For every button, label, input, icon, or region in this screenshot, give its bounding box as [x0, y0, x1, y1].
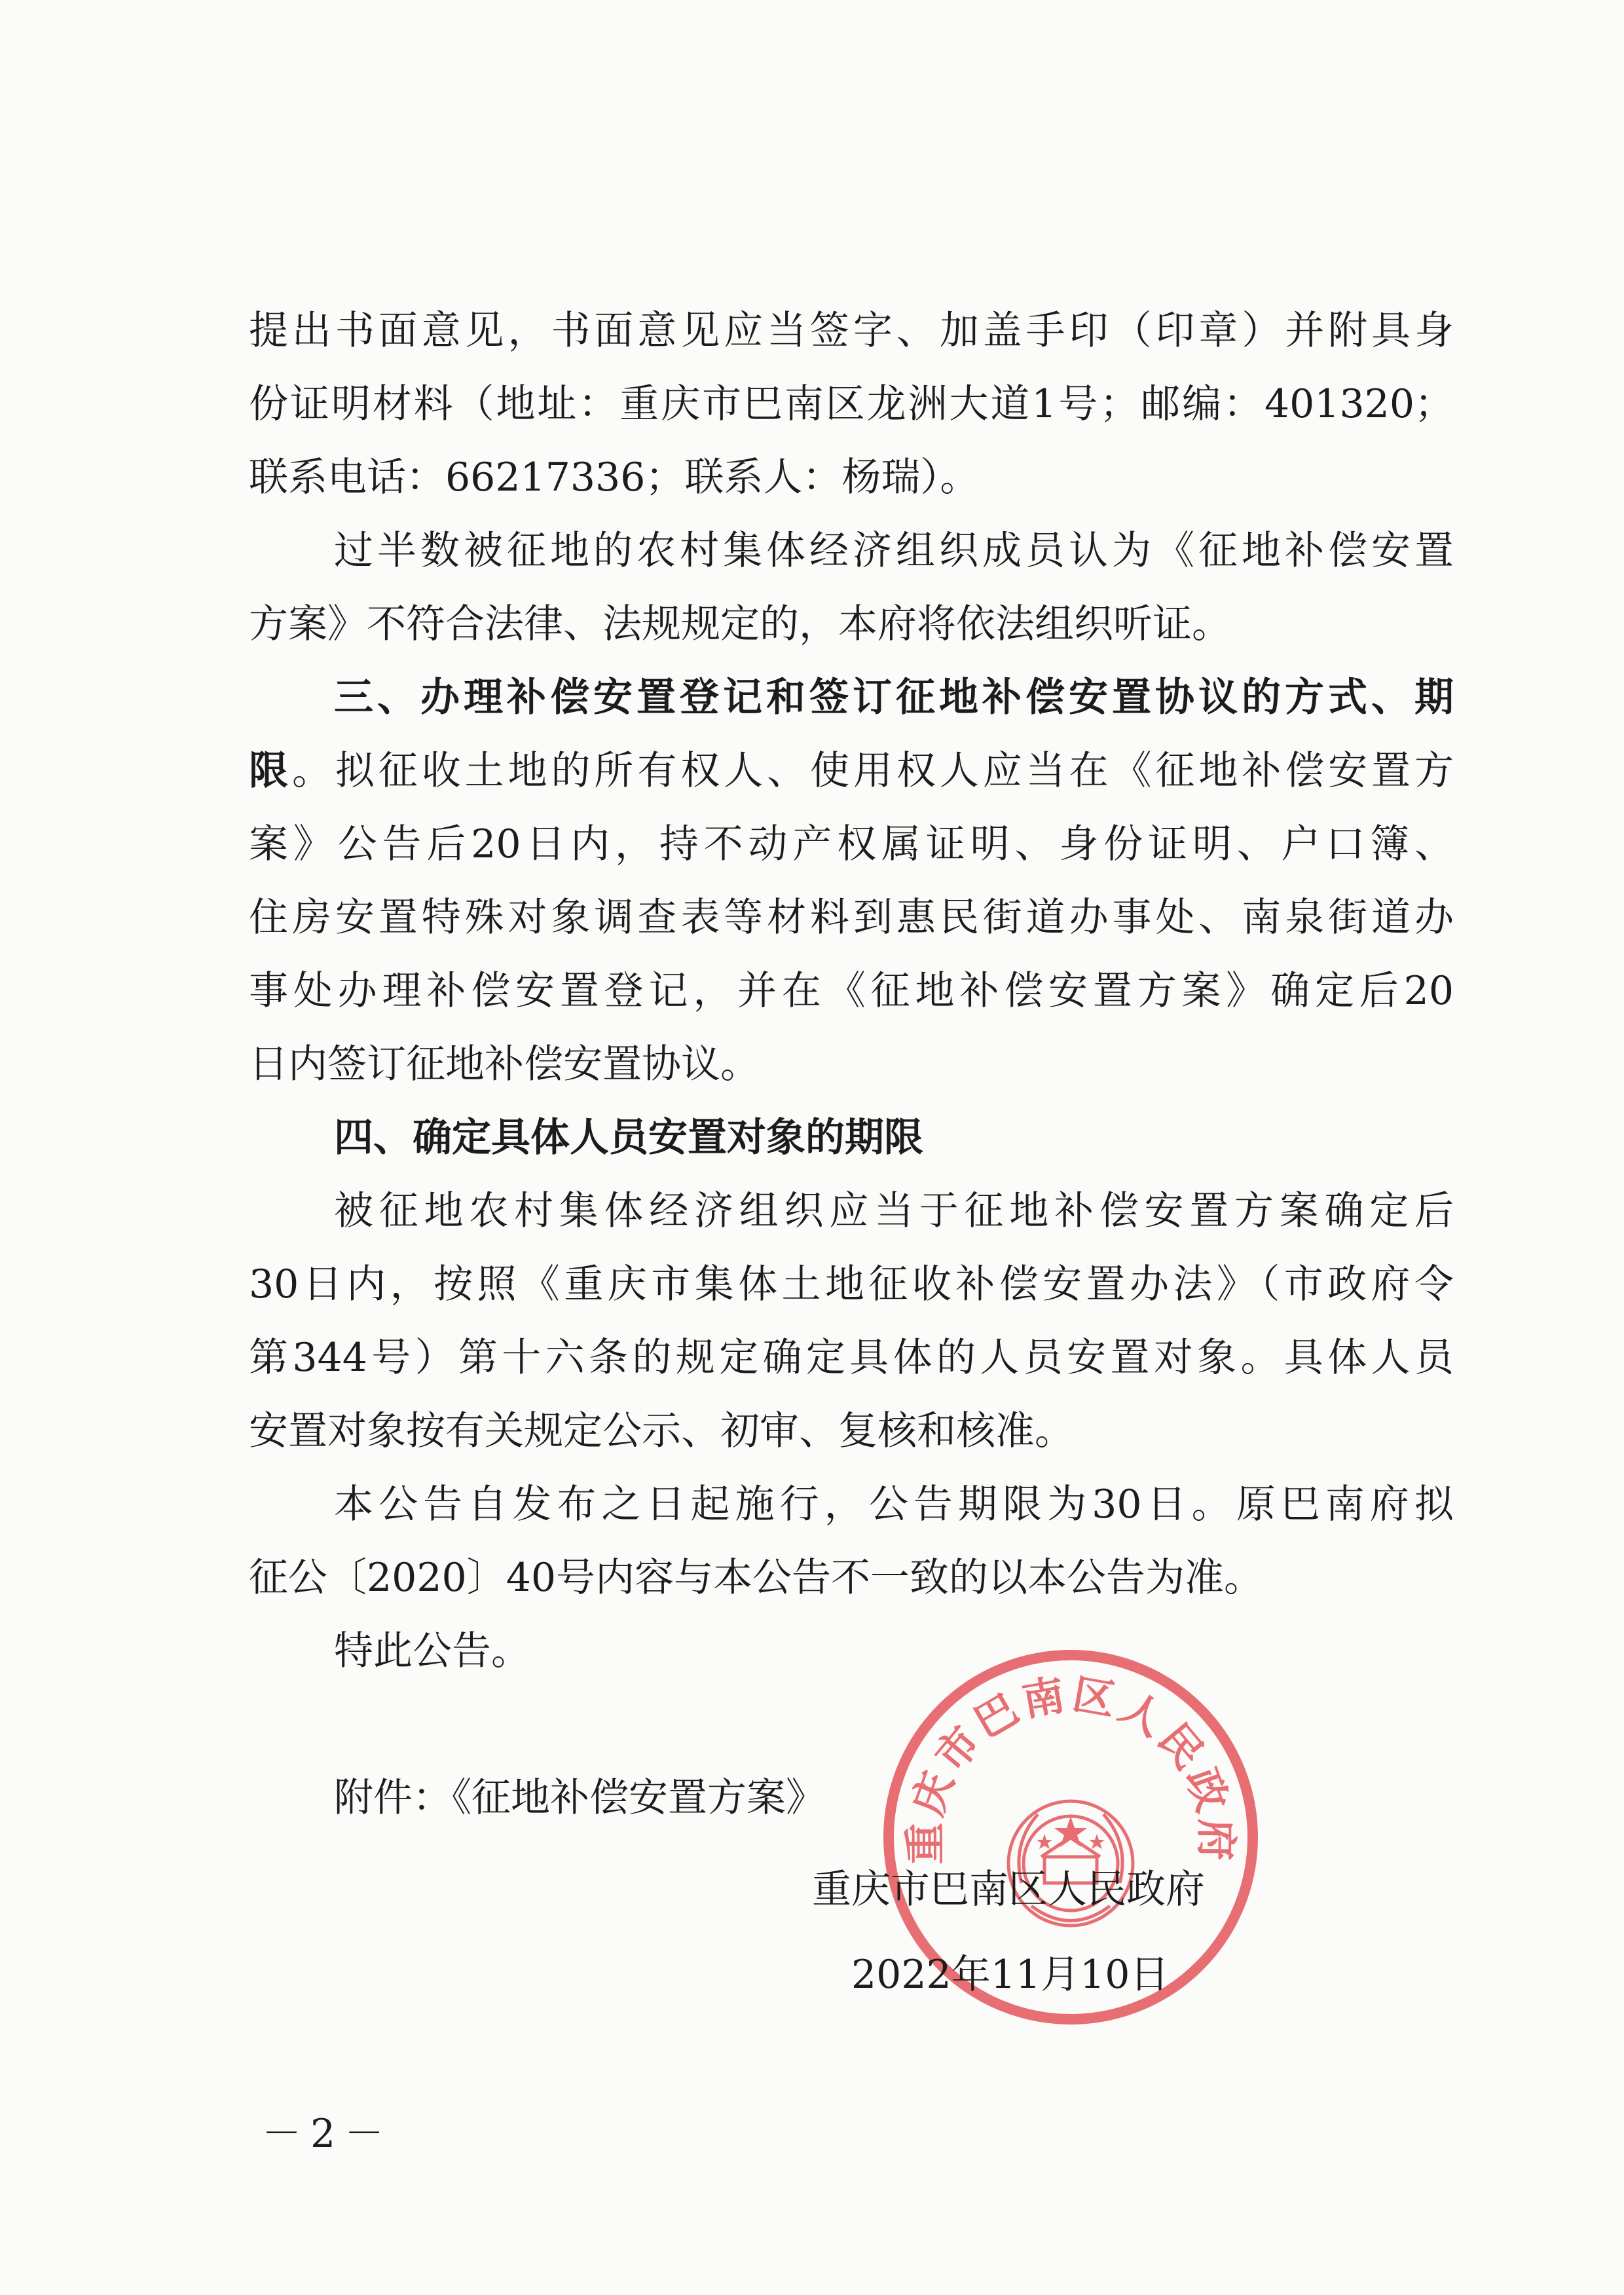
paragraph-line: 提出书面意见，书面意见应当签字、加盖手印（印章）并附具身	[249, 308, 1454, 354]
seal-text: 重庆市巴南区人民政府	[900, 1670, 1241, 1865]
attachment-line: 附件：《征地补偿安置方案》	[334, 1775, 825, 1821]
closing-line: 特此公告。	[334, 1628, 530, 1674]
paragraph-line: 安置对象按有关规定公示、初审、复核和核准。	[249, 1408, 1074, 1454]
signature-org: 重庆市巴南区人民政府	[812, 1867, 1205, 1912]
paragraph-line: 联系电话：66217336；联系人：杨瑞）。	[249, 455, 980, 500]
section-heading-4: 四、确定具体人员安置对象的期限	[334, 1115, 923, 1161]
paragraph-line: 过半数被征地的农村集体经济组织成员认为《征地补偿安置	[334, 528, 1454, 574]
signature-date: 2022年11月10日	[851, 1952, 1170, 1998]
paragraph-line: 份证明材料（地址：重庆市巴南区龙洲大道1号；邮编：401320；	[249, 381, 1454, 427]
paragraph-line: 征公〔2020〕40号内容与本公告不一致的以本公告为准。	[249, 1555, 1264, 1601]
paragraph-line: 案》公告后20日内，持不动产权属证明、身份证明、户口簿、	[249, 821, 1454, 867]
section-heading-3-end: 限	[249, 748, 292, 794]
paragraph-line: 住房安置特殊对象调查表等材料到惠民街道办事处、南泉街道办	[249, 895, 1454, 941]
paragraph-line: 30日内，按照《重庆市集体土地征收补偿安置办法》（市政府令	[249, 1261, 1454, 1307]
paragraph-line: 被征地农村集体经济组织应当于征地补偿安置方案确定后	[334, 1188, 1454, 1234]
paragraph-line	[249, 735, 1454, 807]
paragraph-text: 。拟征收土地的所有权人、使用权人应当在《征地补偿安置方	[291, 748, 1454, 794]
paragraph-line: 第344号）第十六条的规定确定具体的人员安置对象。具体人员	[249, 1335, 1454, 1381]
paragraph-line: 本公告自发布之日起施行，公告期限为30日。原巴南府拟	[334, 1482, 1454, 1527]
paragraph-line: 事处办理补偿安置登记，并在《征地补偿安置方案》确定后20	[249, 968, 1454, 1014]
page-number: －2－	[262, 2111, 394, 2157]
paragraph-line: 方案》不符合法律、法规规定的，本府将依法组织听证。	[249, 601, 1231, 647]
section-heading-3: 三、办理补偿安置登记和签订征地补偿安置协议的方式、期	[334, 675, 1454, 720]
paragraph-line: 日内签订征地补偿安置协议。	[249, 1041, 760, 1087]
